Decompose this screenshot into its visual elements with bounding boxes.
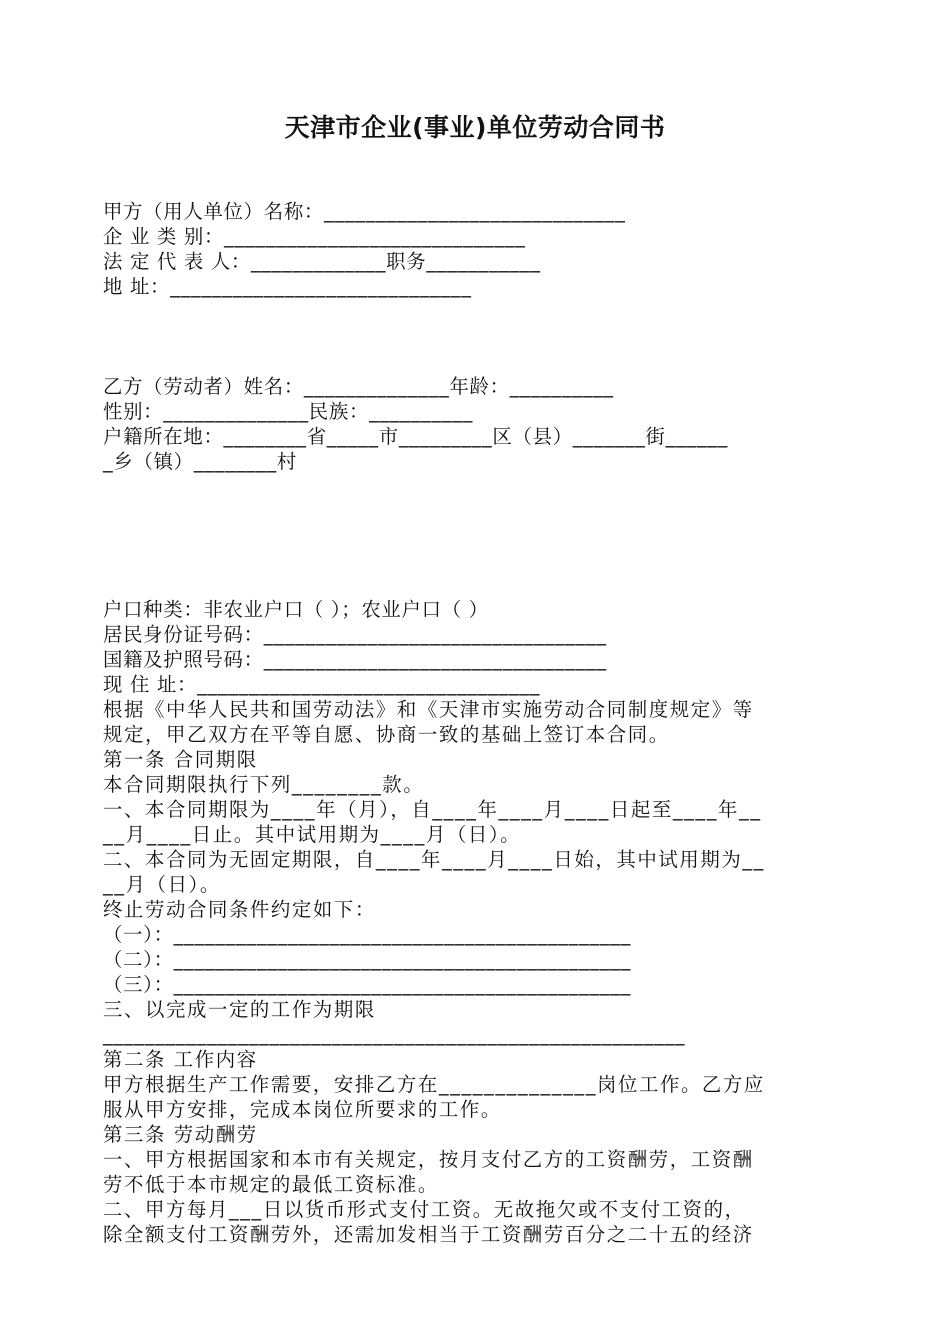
preamble-line-1: 根据《中华人民共和国劳动法》和《天津市实施劳动合同制度规定》等 — [103, 698, 754, 721]
article-2-line-1: 甲方根据生产工作需要，安排乙方在______________岗位工作。乙方应 — [103, 1073, 765, 1096]
party-a-name-line: 甲方（用人单位）名称：_____________________________ — [103, 200, 626, 223]
id-number-line: 居民身份证号码：_________________________________ — [103, 623, 607, 646]
household-registration-line: 户籍所在地：________省_____市_________区（县）_______街______ — [103, 425, 729, 448]
article-3-item-2-line-2: 除全额支付工资酬劳外，还需加发相当于工资酬劳百分之二十五的经济 — [103, 1223, 754, 1246]
termination-condition-3: （三）：____________________________________________ — [103, 973, 632, 996]
article-3-item-1-line-1: 一、甲方根据国家和本市有关规定，按月支付乙方的工资酬劳，工资酬 — [103, 1148, 754, 1171]
legal-representative-line: 法 定 代 表 人：_____________职务___________ — [103, 250, 541, 273]
party-b-name-line: 乙方（劳动者）姓名：______________年龄：__________ — [103, 375, 614, 398]
article-1-item-3-blank: ________________________________________________________ — [103, 1023, 686, 1046]
enterprise-type-line: 企 业 类 别：_____________________________ — [103, 225, 526, 248]
article-1-item-3: 三、以完成一定的工作为期限 — [103, 998, 376, 1021]
article-1-item-2-line-2: __月（日）。 — [103, 873, 221, 896]
article-1-item-2-line-1: 二、本合同为无固定期限，自____年____月____日始，其中试用期为__ — [103, 848, 765, 871]
termination-condition-2: （二）：____________________________________________ — [103, 948, 632, 971]
current-address-line: 现 住 址：_________________________________ — [103, 673, 541, 696]
document-title: 天津市企业(事业)单位劳动合同书 — [284, 113, 666, 142]
article-3-heading: 第三条 劳动酬劳 — [103, 1123, 258, 1146]
article-1-item-1-line-2: __月____日止。其中试用期为____月（日）。 — [103, 823, 522, 846]
article-2-line-2: 服从甲方安排，完成本岗位所要求的工作。 — [103, 1098, 502, 1121]
article-1-heading: 第一条 合同期限 — [103, 748, 258, 771]
article-1-clause-select: 本合同期限执行下列________款。 — [103, 773, 425, 796]
hukou-type-line: 户口种类：非农业户口（ ）；农业户口（ ） — [103, 598, 489, 621]
gender-ethnicity-line: 性别：______________民族：__________ — [103, 400, 474, 423]
article-3-item-2-line-1: 二、甲方每月___日以货币形式支付工资。无故拖欠或不支付工资的， — [103, 1198, 746, 1221]
household-registration-line-cont: _乡（镇）________村 — [103, 450, 298, 473]
termination-condition-1: （一）：____________________________________________ — [103, 923, 632, 946]
article-3-item-1-line-2: 劳不低于本市规定的最低工资标准。 — [103, 1173, 439, 1196]
party-a-address-line: 地 址：_____________________________ — [103, 275, 472, 298]
passport-line: 国籍及护照号码：_________________________________ — [103, 648, 607, 671]
preamble-line-2: 规定，甲乙双方在平等自愿、协商一致的基础上签订本合同。 — [103, 723, 670, 746]
article-1-item-1-line-1: 一、本合同期限为____年（月），自____年____月____日起至____年__ — [103, 798, 762, 821]
article-2-heading: 第二条 工作内容 — [103, 1048, 258, 1071]
termination-conditions-heading: 终止劳动合同条件约定如下： — [103, 898, 376, 921]
